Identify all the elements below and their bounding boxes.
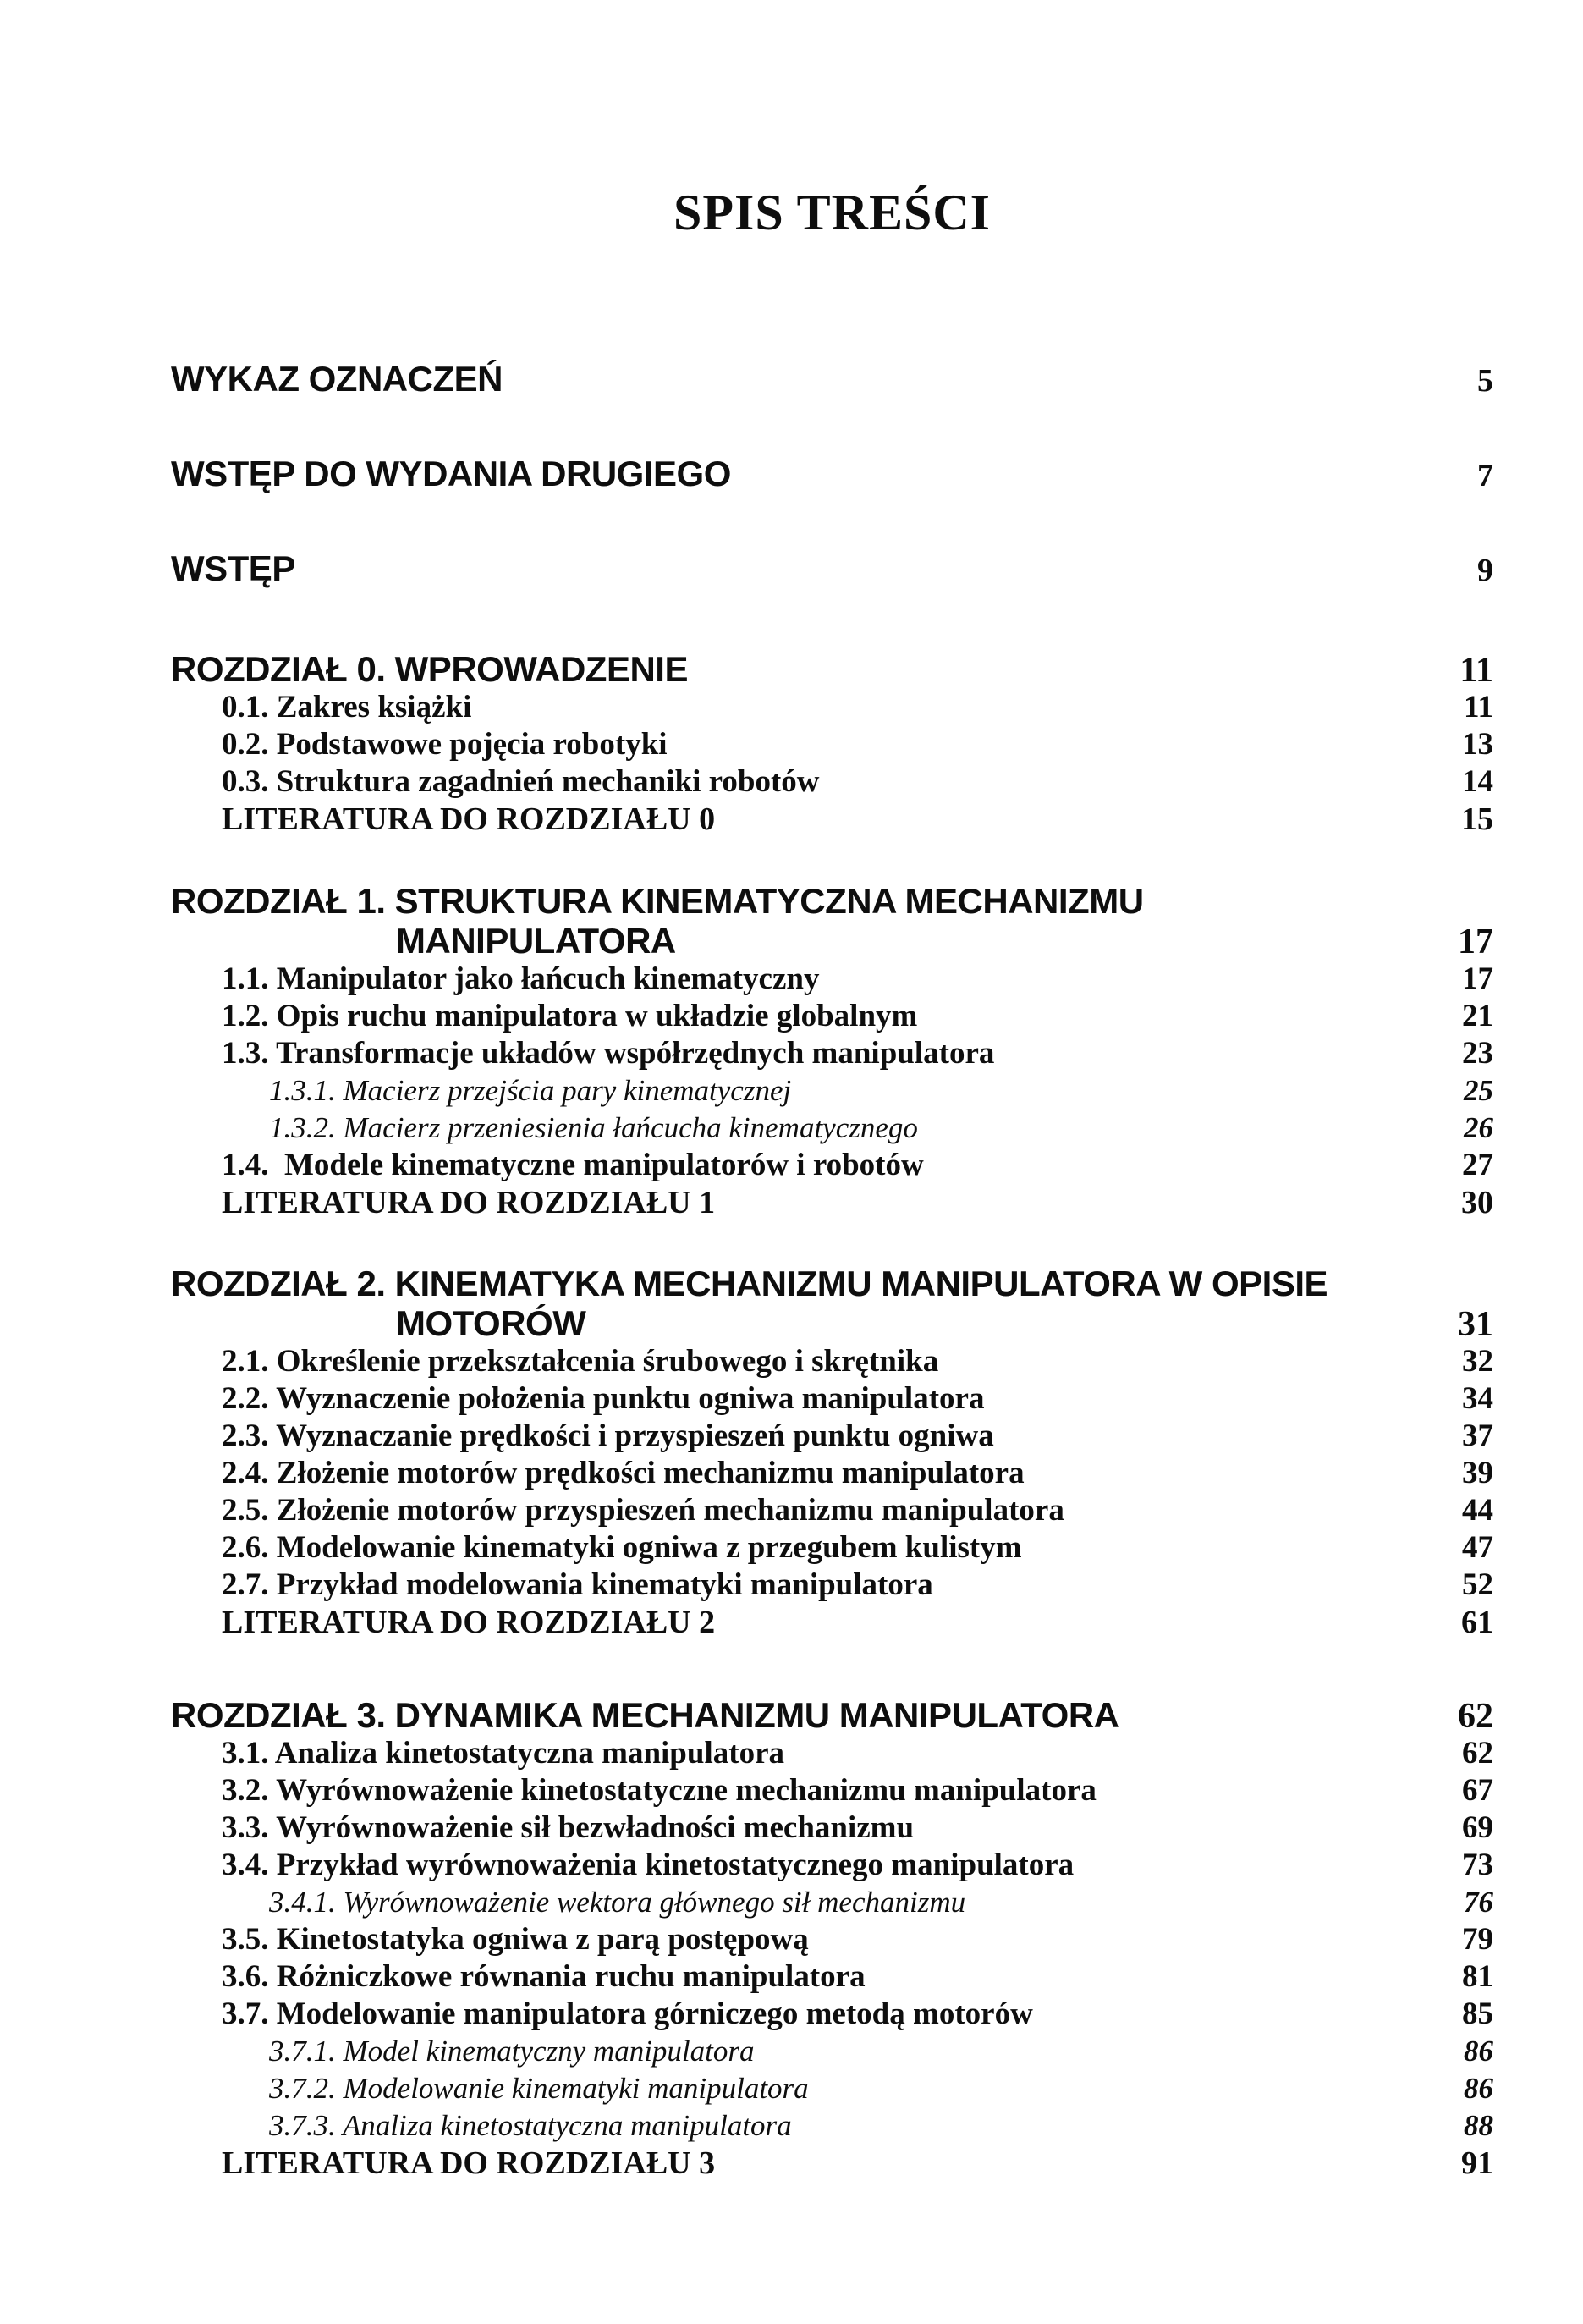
entry-page-number: 86: [1464, 2035, 1493, 2068]
entry-label: 0.1. Zakres książki: [222, 690, 472, 724]
front-matter-entry: [171, 549, 1493, 588]
entry-label: LITERATURA DO ROZDZIAŁU 0: [222, 801, 716, 837]
entry-page-number: 5: [1477, 363, 1493, 399]
chapter-heading-label: MANIPULATORA: [396, 921, 676, 961]
chapter-section: [171, 881, 1493, 1221]
entry-label: 2.6. Modelowanie kinematyki ogniwa z przegubem kulistym: [222, 1530, 1022, 1565]
toc-entry: [171, 1604, 1493, 1641]
toc-entry: [171, 1958, 1493, 1996]
entry-label: 3.6. Różniczkowe równania ruchu manipulatora: [222, 1959, 866, 1994]
entry-page-number: 39: [1462, 1456, 1493, 1490]
entry-label: 1.3.2. Macierz przeniesienia łańcucha kinematycznego: [269, 1111, 918, 1144]
toc-entry: [171, 763, 1493, 801]
chapter-list: [171, 649, 1493, 2182]
chapter-heading-label: ROZDZIAŁ 0. WPROWADZENIE: [171, 649, 688, 689]
entry-page-number: 67: [1462, 1773, 1493, 1808]
toc-entry: [171, 1035, 1493, 1072]
chapter-heading-label: MOTORÓW: [396, 1303, 586, 1343]
entry-page-number: 62: [1462, 1736, 1493, 1771]
toc-entry: [171, 1772, 1493, 1809]
entry-label: 2.2. Wyznaczenie położenia punktu ogniwa manipulatora: [222, 1381, 985, 1416]
entry-page-number: 79: [1462, 1922, 1493, 1957]
entry-label: 1.1. Manipulator jako łańcuch kinematyczny: [222, 961, 820, 996]
entry-page-number: 14: [1462, 764, 1493, 799]
entry-page-number: 26: [1464, 1111, 1493, 1144]
chapter-page-number: 62: [1458, 1697, 1493, 1736]
toc-entry: [171, 2107, 1493, 2145]
entry-page-number: 88: [1464, 2109, 1493, 2142]
entry-label: 3.4.1. Wyrównoważenie wektora głównego sił mechanizmu: [269, 1886, 966, 1919]
entry-label: 3.7. Modelowanie manipulatora górniczego metodą motorów: [222, 1996, 1033, 2031]
entry-page-number: 9: [1477, 553, 1493, 588]
chapter-page-number: 11: [1459, 651, 1493, 690]
toc-entry: [171, 1735, 1493, 1772]
chapter-heading-label: ROZDZIAŁ 1. STRUKTURA KINEMATYCZNA MECHANIZMU: [171, 881, 1144, 921]
entry-page-number: 32: [1462, 1344, 1493, 1379]
entry-page-number: 21: [1462, 999, 1493, 1033]
toc-entry: [171, 1809, 1493, 1847]
chapter-page-number: 31: [1458, 1305, 1493, 1344]
toc-entry: [171, 2033, 1493, 2070]
entry-page-number: 25: [1464, 1074, 1493, 1107]
chapter-section: [171, 649, 1493, 838]
chapter-entries: [171, 689, 1493, 838]
entry-label: 1.4. Modele kinematyczne manipulatorów i robotów: [222, 1148, 924, 1182]
entry-label: 2.3. Wyznaczanie prędkości i przyspieszeń punktu ogniwa: [222, 1418, 994, 1453]
entry-label: 3.7.1. Model kinematyczny manipulatora: [269, 2035, 755, 2068]
entry-label: 3.7.2. Modelowanie kinematyki manipulatora: [269, 2072, 809, 2105]
toc-entry: [171, 998, 1493, 1035]
entry-label: 2.4. Złożenie motorów prędkości mechanizmu manipulatora: [222, 1456, 1025, 1490]
entry-label: WSTĘP: [171, 548, 295, 588]
entry-label: 3.5. Kinetostatyka ogniwa z parą postępową: [222, 1922, 809, 1957]
entry-label: 3.3. Wyrównoważenie sił bezwładności mechanizmu: [222, 1810, 915, 1845]
toc-entry: [171, 1380, 1493, 1418]
chapter-heading-line1: [171, 1264, 1493, 1303]
entry-page-number: 73: [1462, 1848, 1493, 1882]
toc-entry: [171, 689, 1493, 726]
entry-label: LITERATURA DO ROZDZIAŁU 3: [222, 2145, 716, 2181]
entry-page-number: 69: [1462, 1810, 1493, 1845]
entry-label: 1.2. Opis ruchu manipulatora w układzie globalnym: [222, 999, 918, 1033]
toc-entry: [171, 801, 1493, 838]
entry-page-number: 34: [1462, 1381, 1493, 1416]
chapter-heading-line1: [171, 881, 1493, 921]
chapter-section: [171, 1264, 1493, 1641]
front-matter-entry: [171, 360, 1493, 399]
entry-page-number: 23: [1462, 1036, 1493, 1071]
toc-entry: [171, 2070, 1493, 2107]
entry-label: 1.3.1. Macierz przejścia pary kinematycznej: [269, 1074, 792, 1107]
chapter-section: [171, 1695, 1493, 2182]
toc-entry: [171, 1847, 1493, 1884]
chapter-entries: [171, 961, 1493, 1221]
toc-entry: [171, 1921, 1493, 1958]
entry-label: 3.4. Przykład wyrównoważenia kinetostatycznego manipulatora: [222, 1848, 1075, 1882]
page-title: SPIS TREŚCI: [673, 184, 992, 240]
entry-label: 2.1. Określenie przekształcenia śrubowego i skrętnika: [222, 1344, 939, 1379]
entry-label: 2.7. Przykład modelowania kinematyki manipulatora: [222, 1567, 933, 1602]
chapter-entries: [171, 1343, 1493, 1641]
toc-entry: [171, 1147, 1493, 1184]
entry-label: 2.5. Złożenie motorów przyspieszeń mechanizmu manipulatora: [222, 1493, 1064, 1528]
toc-entry: [171, 1884, 1493, 1921]
toc-entry: [171, 726, 1493, 763]
entry-page-number: 13: [1462, 727, 1493, 762]
entry-page-number: 44: [1462, 1493, 1493, 1528]
chapter-heading-label: ROZDZIAŁ 3. DYNAMIKA MECHANIZMU MANIPULATORA: [171, 1695, 1119, 1735]
front-matter-list: [171, 360, 1493, 588]
entry-page-number: 61: [1461, 1605, 1493, 1640]
entry-page-number: 27: [1462, 1148, 1493, 1182]
entry-label: 0.3. Struktura zagadnień mechaniki robotów: [222, 764, 820, 799]
entry-label: 0.2. Podstawowe pojęcia robotyki: [222, 727, 668, 762]
toc-entry: [171, 1455, 1493, 1492]
chapter-heading-line2: [171, 1303, 1493, 1343]
entry-label: WYKAZ OZNACZEŃ: [171, 359, 503, 399]
toc-entry: [171, 961, 1493, 998]
entry-page-number: 30: [1461, 1185, 1493, 1220]
toc-entry: [171, 1184, 1493, 1221]
entry-page-number: 7: [1477, 458, 1493, 493]
toc-entry: [171, 1110, 1493, 1147]
front-matter-entry: [171, 454, 1493, 493]
entry-label: 1.3. Transformacje układów współrzędnych manipulatora: [222, 1036, 995, 1071]
toc-entry: [171, 1492, 1493, 1529]
entry-page-number: 81: [1462, 1959, 1493, 1994]
entry-label: WSTĘP DO WYDANIA DRUGIEGO: [171, 454, 731, 493]
entry-page-number: 15: [1461, 801, 1493, 837]
toc-entry: [171, 1567, 1493, 1604]
entry-label: 3.7.3. Analiza kinetostatyczna manipulatora: [269, 2109, 792, 2142]
chapter-heading-line2: [171, 921, 1493, 961]
entry-label: LITERATURA DO ROZDZIAŁU 2: [222, 1605, 716, 1640]
entry-page-number: 17: [1462, 961, 1493, 996]
entry-page-number: 47: [1462, 1530, 1493, 1565]
entry-label: 3.2. Wyrównoważenie kinetostatyczne mechanizmu manipulatora: [222, 1773, 1097, 1808]
toc-entry: [171, 1418, 1493, 1455]
entry-page-number: 91: [1461, 2145, 1493, 2181]
toc-entry: [171, 1343, 1493, 1380]
toc-entry: [171, 2145, 1493, 2182]
entry-page-number: 11: [1464, 690, 1493, 724]
chapter-page-number: 17: [1458, 922, 1493, 961]
toc-content: [171, 0, 1493, 2182]
entry-page-number: 37: [1462, 1418, 1493, 1453]
chapter-heading-line1: [171, 1695, 1493, 1735]
entry-page-number: 76: [1464, 1886, 1493, 1919]
toc-entry: [171, 1529, 1493, 1567]
chapter-heading-label: ROZDZIAŁ 2. KINEMATYKA MECHANIZMU MANIPULATORA W OPISIE: [171, 1264, 1328, 1303]
entry-label: LITERATURA DO ROZDZIAŁU 1: [222, 1185, 716, 1220]
toc-entry: [171, 1072, 1493, 1110]
chapter-entries: [171, 1735, 1493, 2182]
entry-page-number: 86: [1464, 2072, 1493, 2105]
toc-entry: [171, 1996, 1493, 2033]
entry-page-number: 52: [1462, 1567, 1493, 1602]
entry-page-number: 85: [1462, 1996, 1493, 2031]
entry-label: 3.1. Analiza kinetostatyczna manipulatora: [222, 1736, 784, 1771]
chapter-heading-line1: [171, 649, 1493, 689]
